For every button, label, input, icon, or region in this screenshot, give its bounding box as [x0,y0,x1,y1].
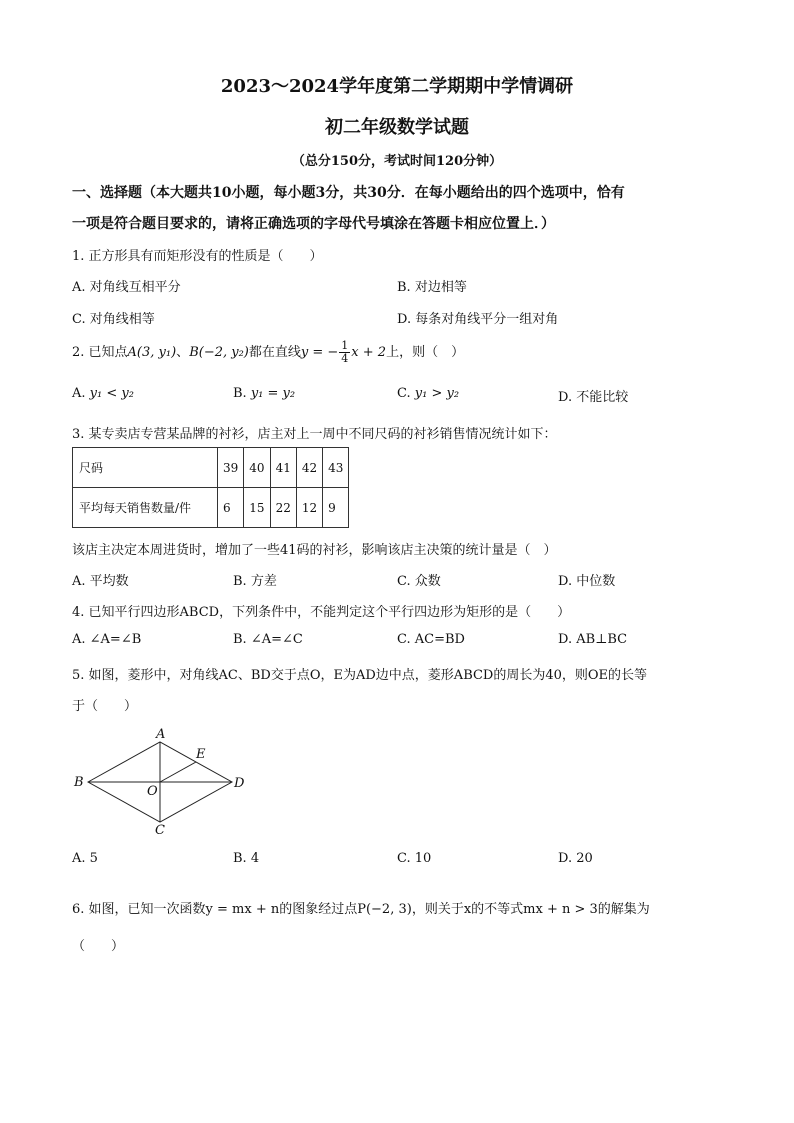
q1-option-b: B. 对边相等 [397,280,467,295]
q3-size-cell: 40 [244,448,270,488]
q3-option-b: B. 方差 [233,574,277,589]
q2-option-a [72,386,134,401]
label-o: O [147,784,158,799]
q3-size-cell: 43 [323,448,349,488]
q3-size-table [72,447,349,528]
q6-stem-line1: 6. 如图，已知一次函数y = mx + n的图象经过点P(−2, 3)，则关于x的不等式mx + n > 3的解集为 [72,902,650,917]
q2-option-b-text: y₁ = y₂ [250,386,296,401]
q3-row2-label: 平均每天销售数量/件 [73,488,218,528]
q2-stem [72,340,464,366]
q1-option-a: A. 对角线互相平分 [72,280,181,295]
q2-option-d: D. 不能比较 [558,390,629,405]
q2-frac-denominator: 4 [341,352,349,365]
q2-option-b-label: B. [233,386,247,401]
q3-size-cell: 41 [270,448,296,488]
q3-sales-cell: 6 [218,488,244,528]
q1-option-c: C. 对角线相等 [72,312,155,327]
exam-subtitle: 初二年级数学试题 [325,117,469,138]
q3-option-c: C. 众数 [397,574,441,589]
exam-note: （总分150分，考试时间120分钟） [291,154,503,169]
q2-option-b [233,386,295,401]
q5-option-d: D. 20 [558,851,593,866]
q2-stem-pre: 2. 已知点 [72,345,128,360]
q2-option-a-label: A. [72,386,86,401]
q5-option-c: C. 10 [397,851,432,866]
q3-sales-cell: 9 [323,488,349,528]
q3-size-cell: 42 [296,448,322,488]
q2-option-a-text: y₁ < y₂ [89,386,134,401]
q3-sales-cell: 12 [296,488,322,528]
q3-stem: 3. 某专卖店专营某品牌的衬衫，店主对上一周中不同尺码的衬衫销售情况统计如下： [72,427,557,442]
q2-option-c-label: C. [397,386,411,401]
q2-frac-numerator: 1 [341,339,349,352]
label-d: D [234,776,245,791]
q2-point-b: B(−2, y₂) [189,345,249,360]
q2-point-a: A(3, y₁) [127,345,177,360]
q2-stem-mid: 都在直线 [248,345,301,360]
q1-stem: 1. 正方形具有而矩形没有的性质是（ ） [72,249,323,264]
q2-sep: 、 [176,345,190,360]
table-row [73,488,349,528]
q4-option-c: C. AC=BD [397,632,465,647]
table-row [73,448,349,488]
q1-option-d: D. 每条对角线平分一组对角 [397,312,559,327]
segment-oe [160,762,196,782]
label-c: C [155,823,165,837]
q3-sales-cell: 22 [270,488,296,528]
q3-option-a: A. 平均数 [72,574,129,589]
q5-option-b: B. 4 [233,851,260,866]
q4-option-a: A. ∠A=∠B [72,632,142,647]
q2-option-c [397,386,459,401]
q4-option-d: D. AB⊥BC [558,632,628,647]
section1-heading-line2: 一项是符合题目要求的，请将正确选项的字母代号填涂在答题卡相应位置上．） [72,216,555,232]
section1-heading-line1: 一、选择题（本大题共10小题，每小题3分，共30分．在每小题给出的四个选项中，恰有 [72,185,625,201]
q3-sales-cell: 15 [244,488,270,528]
q2-line-lhs: y = − [300,345,339,360]
q5-stem-line1: 5. 如图，菱形中，对角线AC、BD交于点O，E为AD边中点，菱形ABCD的周长为40，则OE的长等 [72,668,648,683]
q2-stem-post: 上，则（ ） [386,345,465,360]
q5-option-a: A. 5 [72,851,98,866]
q4-stem: 4. 已知平行四边形ABCD，下列条件中，不能判定这个平行四边形为矩形的是（ ） [72,605,571,620]
q5-stem-line2: 于（ ） [72,699,138,714]
q4-option-b: B. ∠A=∠C [233,632,303,647]
q2-fraction [339,340,350,365]
label-a: A [156,727,166,742]
label-b: B [74,775,84,790]
q3-size-cell: 39 [218,448,244,488]
q5-rhombus-figure [70,722,250,837]
q2-line-rhs: x + 2 [351,345,387,360]
q6-stem-line2: （ ） [72,939,125,954]
exam-title: 2023～2024学年度第二学期期中学情调研 [220,76,574,97]
q3-row1-label: 尺码 [73,448,218,488]
q3-option-d: D. 中位数 [558,574,616,589]
q3-after-text: 该店主决定本周进货时，增加了一些41码的衬衫，影响该店主决策的统计量是（ ） [72,543,557,558]
q2-option-c-text: y₁ > y₂ [414,386,460,401]
label-e: E [196,747,206,762]
